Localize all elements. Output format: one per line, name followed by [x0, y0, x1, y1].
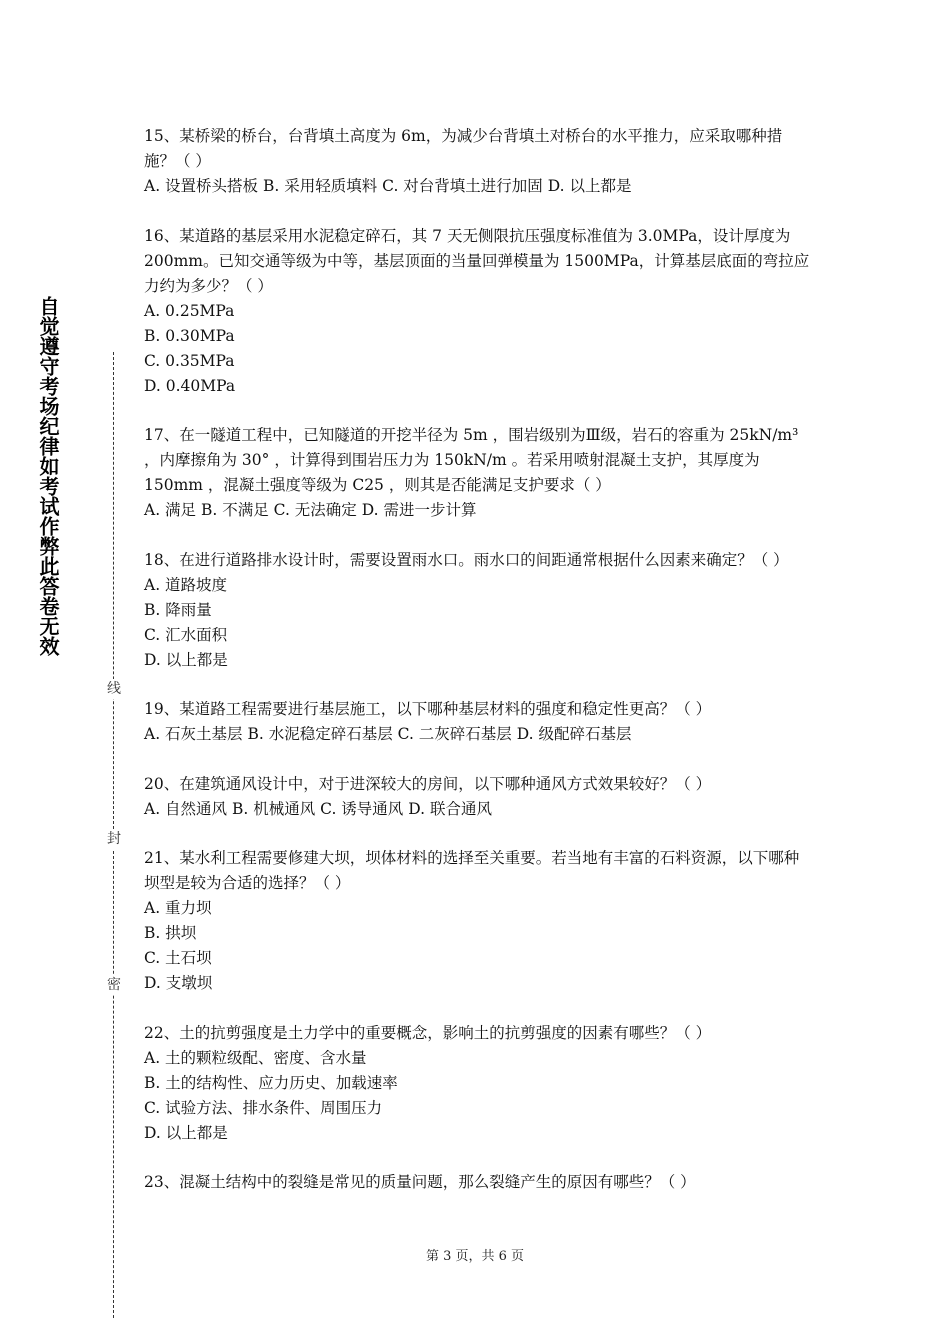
answer-option: A. 满足 B. 不满足 C. 无法确定 D. 需进一步计算 [144, 501, 477, 519]
answer-option: A. 道路坡度 [144, 575, 228, 594]
answer-option: A. 土的颗粒级配、密度、含水量 [144, 1048, 367, 1067]
question-stem: 21、某水利工程需要修建大坝，坝体材料的选择至关重要。若当地有丰富的石料资源，以下哪种坝型是较为合适的选择？（ ） [144, 849, 800, 892]
exam-discipline-warning: 自觉遵守考场纪律如考试作弊此答卷无效 [36, 296, 60, 656]
question-block [144, 224, 810, 399]
question-list [144, 124, 810, 1220]
question-block [144, 423, 810, 523]
answer-option: C. 土石坝 [144, 949, 212, 967]
answer-option: A. 石灰土基层 B. 水泥稳定碎石基层 C. 二灰碎石基层 D. 级配碎石基层 [144, 725, 632, 743]
answer-option: A. 自然通风 B. 机械通风 C. 诱导通风 D. 联合通风 [144, 799, 492, 818]
seal-char-seal: 封 [104, 829, 124, 849]
answer-option: D. 支墩坝 [144, 974, 213, 992]
answer-option: B. 拱坝 [144, 924, 197, 942]
seal-char-secret: 密 [104, 975, 124, 995]
question-stem: 17、在一隧道工程中，已知隧道的开挖半径为 5m ，围岩级别为Ⅲ级，岩石的容重为 25kN/m³ ，内摩擦角为 30° ，计算得到围岩压力为 150kN/m 。若采用喷射混凝土支护，其厚度为 150mm ，混凝土强度等级为 C25 ，则其是否能满足支护要求（ ） [144, 426, 799, 494]
answer-option: B. 土的结构性、应力历史、加载速率 [144, 1073, 398, 1092]
page-number: 第 3 页，共 6 页 [425, 1249, 525, 1264]
question-stem: 20、在建筑通风设计中，对于进深较大的房间，以下哪种通风方式效果较好？（ ） [144, 774, 712, 793]
question-stem: 15、某桥梁的桥台，台背填土高度为 6m，为减少台背填土对桥台的水平推力，应采取哪种措施？（ ） [144, 127, 783, 170]
answer-option: D. 以上都是 [144, 650, 228, 669]
answer-option: B. 降雨量 [144, 600, 212, 619]
answer-option: D. 0.40MPa [144, 376, 236, 395]
question-stem: 19、某道路工程需要进行基层施工，以下哪种基层材料的强度和稳定性更高？（ ） [144, 700, 712, 718]
question-stem: 16、某道路的基层采用水泥稳定碎石，其 7 天无侧限抗压强度标准值为 3.0MPa，设计厚度为 200mm。已知交通等级为中等，基层顶面的当量回弹模量为 1500MPa，计算基层底面的弯拉应力约为多少？（ ） [144, 226, 810, 295]
answer-option: B. 0.30MPa [144, 326, 235, 345]
question-stem: 22、土的抗剪强度是土力学中的重要概念，影响土的抗剪强度的因素有哪些？（ ） [144, 1023, 712, 1042]
answer-option: C. 0.35MPa [144, 351, 235, 370]
question-block [144, 1170, 810, 1195]
answer-option: A. 0.25MPa [144, 301, 235, 320]
answer-option: D. 以上都是 [144, 1123, 228, 1142]
question-block [144, 772, 810, 822]
seal-char-line: 线 [104, 679, 124, 699]
answer-option: A. 设置桥头搭板 B. 采用轻质填料 C. 对台背填土进行加固 D. 以上都是 [144, 177, 632, 195]
question-block [144, 548, 810, 673]
question-stem: 23、混凝土结构中的裂缝是常见的质量问题，那么裂缝产生的原因有哪些？（ ） [144, 1173, 696, 1191]
question-block [144, 1021, 810, 1146]
answer-option: C. 试验方法、排水条件、周围压力 [144, 1098, 383, 1117]
question-block [144, 124, 810, 199]
question-block [144, 697, 810, 747]
answer-option: C. 汇水面积 [144, 625, 228, 644]
question-block [144, 846, 810, 996]
question-stem: 18、在进行道路排水设计时，需要设置雨水口。雨水口的间距通常根据什么因素来确定？（ ） [144, 550, 789, 569]
answer-option: A. 重力坝 [144, 899, 212, 917]
